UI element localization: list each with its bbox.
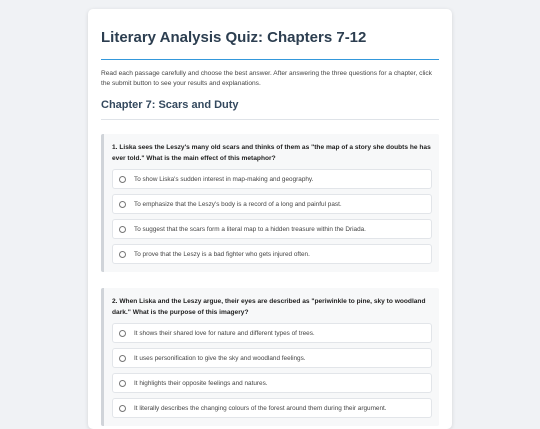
option-label: It highlights their opposite feelings and natures. [134, 379, 268, 387]
radio-button[interactable] [119, 251, 126, 258]
answer-option[interactable] [112, 194, 432, 214]
option-label: It shows their shared love for nature and different types of trees. [134, 329, 315, 337]
radio-button[interactable] [119, 201, 126, 208]
radio-button[interactable] [119, 176, 126, 183]
option-label: To suggest that the scars form a literal map to a hidden treasure within the Driada. [134, 225, 366, 233]
intro-text: Read each passage carefully and choose the best answer. After answering the three questions for a chapter, click the submit button to see your results and explanations. [101, 70, 432, 87]
option-label: To show Liska's sudden interest in map-making and geography. [134, 175, 314, 183]
answer-option[interactable] [112, 169, 432, 189]
page-title: Literary Analysis Quiz: Chapters 7-12 [101, 29, 367, 46]
title-divider [101, 59, 439, 60]
option-label: It literally describes the changing colours of the forest around them during their argument. [134, 404, 387, 412]
option-label: To prove that the Leszy is a bad fighter who gets injured often. [134, 250, 310, 258]
answer-option[interactable] [112, 348, 432, 368]
answer-option[interactable] [112, 244, 432, 264]
chapter-divider [101, 119, 439, 120]
answer-option[interactable] [112, 219, 432, 239]
radio-button[interactable] [119, 380, 126, 387]
radio-button[interactable] [119, 355, 126, 362]
question-text: 1. Liska sees the Leszy's many old scars and thinks of them as "the map of a story she doubts he has ever told." What is the main effect of this metaphor? [112, 144, 431, 162]
question-1 [101, 134, 439, 272]
question-text: 2. When Liska and the Leszy argue, their eyes are described as "periwinkle to pine, sky to woodland dark." What is the purpose of this imagery? [112, 298, 426, 316]
answer-option[interactable] [112, 323, 432, 343]
question-2 [101, 288, 439, 426]
option-label: It uses personification to give the sky and woodland feelings. [134, 354, 306, 362]
quiz-card [88, 9, 452, 429]
chapter-title: Chapter 7: Scars and Duty [101, 99, 239, 111]
answer-option[interactable] [112, 373, 432, 393]
option-label: To emphasize that the Leszy's body is a record of a long and painful past. [134, 200, 342, 208]
radio-button[interactable] [119, 405, 126, 412]
answer-option[interactable] [112, 398, 432, 418]
radio-button[interactable] [119, 226, 126, 233]
radio-button[interactable] [119, 330, 126, 337]
